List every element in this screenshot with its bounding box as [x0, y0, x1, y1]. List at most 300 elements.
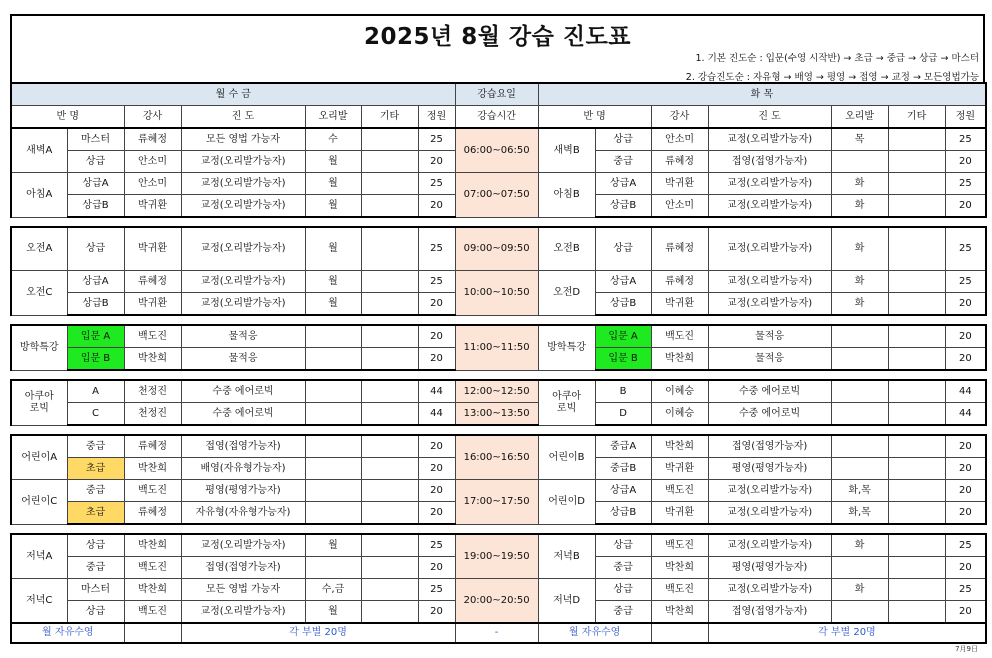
class-level: 상급 — [595, 534, 651, 557]
etc-note — [888, 435, 945, 458]
class-level: A — [67, 380, 124, 403]
fins-day — [305, 435, 361, 458]
etc-note — [888, 557, 945, 579]
etc-note — [361, 348, 418, 371]
teacher-name: 류혜정 — [124, 271, 181, 293]
progress-text: 배영(자유형가능자) — [181, 458, 305, 480]
capacity-value: 20 — [945, 601, 986, 624]
capacity-value: 25 — [945, 579, 986, 601]
teacher-name: 류혜정 — [124, 502, 181, 525]
etc-note — [361, 601, 418, 624]
etc-note — [888, 458, 945, 480]
etc-note — [361, 403, 418, 426]
teacher-name: 백도진 — [651, 480, 708, 502]
class-level: 상급A — [67, 173, 124, 195]
fins-day: 화 — [831, 195, 888, 218]
fins-day: 화,목 — [831, 480, 888, 502]
progress-text: 수중 에어로빅 — [181, 403, 305, 426]
schedule-block — [11, 227, 986, 315]
fins-day — [831, 151, 888, 173]
block-gap — [11, 524, 986, 534]
fins-day: 화 — [831, 534, 888, 557]
teacher-name: 이혜승 — [651, 403, 708, 426]
class-level: 중급 — [67, 480, 124, 502]
class-name: 아침B — [538, 173, 595, 218]
class-name-label: 아쿠아 로빅 — [552, 390, 582, 414]
fins-day — [831, 458, 888, 480]
capacity-value: 20 — [945, 435, 986, 458]
col-etc: 기타 — [361, 106, 418, 129]
block-gap — [11, 425, 986, 435]
lesson-time: 10:00~10:50 — [455, 271, 538, 316]
etc-note — [361, 151, 418, 173]
teacher-name: 박찬희 — [651, 557, 708, 579]
progress-text: 수중 에어로빅 — [708, 380, 831, 403]
table-row — [11, 435, 986, 458]
fins-day: 월 — [305, 151, 361, 173]
capacity-value: 20 — [418, 151, 455, 173]
etc-note — [888, 195, 945, 218]
capacity-value: 25 — [418, 173, 455, 195]
date-stamp: 7月9日 — [955, 645, 978, 653]
teacher-name: 백도진 — [124, 325, 181, 348]
etc-note — [888, 601, 945, 624]
schedule-sheet — [10, 14, 985, 644]
progress-text: 교정(오리발가능자) — [181, 534, 305, 557]
teacher-name: 안소미 — [124, 173, 181, 195]
progress-text: 접영(접영가능자) — [181, 557, 305, 579]
title-box — [10, 14, 985, 82]
class-level: 상급A — [595, 271, 651, 293]
capacity-value: 20 — [418, 557, 455, 579]
capacity-value: 20 — [945, 458, 986, 480]
capacity-value: 20 — [418, 458, 455, 480]
class-level: 상급 — [67, 227, 124, 271]
progress-text: 교정(오리발가능자) — [181, 293, 305, 316]
class-name: 저녁A — [11, 534, 67, 579]
class-level: 상급 — [595, 227, 651, 271]
etc-note — [888, 173, 945, 195]
fins-day — [831, 348, 888, 371]
teacher-name: 안소미 — [124, 151, 181, 173]
progress-text: 교정(오리발가능자) — [181, 195, 305, 218]
fins-day — [831, 380, 888, 403]
lesson-time: 06:00~06:50 — [455, 128, 538, 173]
teacher-name: 박귀환 — [651, 502, 708, 525]
class-name: 저녁C — [11, 579, 67, 624]
progress-text: 접영(접영가능자) — [181, 435, 305, 458]
teacher-name: 류혜정 — [651, 271, 708, 293]
col-capacity: 정원 — [418, 106, 455, 129]
progress-text: 교정(오리발가능자) — [708, 293, 831, 316]
class-level: B — [595, 380, 651, 403]
progress-text: 접영(접영가능자) — [708, 601, 831, 624]
progress-note-lesson: 2. 강습진도순 : 자유형 → 배영 → 평영 → 접영 → 교정 → 모든영법가능 — [685, 72, 979, 83]
block-gap — [11, 315, 986, 325]
capacity-value: 25 — [945, 271, 986, 293]
fins-day — [831, 403, 888, 426]
tue-thu-header: 화 목 — [538, 83, 986, 106]
class-level: 상급A — [595, 173, 651, 195]
etc-note — [888, 227, 945, 271]
progress-text: 교정(오리발가능자) — [708, 227, 831, 271]
fins-day: 목 — [831, 128, 888, 151]
fins-day — [305, 458, 361, 480]
capacity-value: 20 — [418, 195, 455, 218]
progress-text: 물적응 — [181, 325, 305, 348]
fins-day: 화 — [831, 173, 888, 195]
capacity-value: 44 — [418, 403, 455, 426]
progress-text: 교정(오리발가능자) — [181, 151, 305, 173]
etc-note — [361, 227, 418, 271]
teacher-name: 백도진 — [651, 579, 708, 601]
class-level: 상급 — [67, 151, 124, 173]
progress-note-basic: 1. 기본 진도순 : 입문(수영 시작반) → 초급 → 중급 → 상급 → 마스터 — [695, 53, 979, 64]
capacity-value: 44 — [418, 380, 455, 403]
etc-note — [361, 293, 418, 316]
capacity-value: 25 — [418, 227, 455, 271]
class-name: 어린이B — [538, 435, 595, 480]
lesson-day-header: 강습요일 — [455, 83, 538, 106]
class-level: 상급B — [67, 195, 124, 218]
fins-day: 화 — [831, 227, 888, 271]
col-fins: 오리발 — [305, 106, 361, 129]
col-progress: 진 도 — [708, 106, 831, 129]
class-level: 입문 B — [595, 348, 651, 371]
progress-text: 교정(오리발가능자) — [181, 173, 305, 195]
etc-note — [361, 480, 418, 502]
etc-note — [888, 128, 945, 151]
teacher-name: 류혜정 — [124, 435, 181, 458]
class-level: 상급B — [595, 293, 651, 316]
etc-note — [888, 403, 945, 426]
etc-note — [361, 271, 418, 293]
etc-note — [888, 325, 945, 348]
class-name: 저녁D — [538, 579, 595, 624]
capacity-value: 20 — [945, 195, 986, 218]
fins-day — [305, 557, 361, 579]
etc-note — [361, 195, 418, 218]
fins-day — [305, 502, 361, 525]
progress-text: 물적응 — [181, 348, 305, 371]
class-level: 마스터 — [67, 579, 124, 601]
fins-day — [305, 325, 361, 348]
teacher-name: 백도진 — [651, 325, 708, 348]
fins-day: 월 — [305, 534, 361, 557]
footer-row — [11, 623, 986, 643]
class-level: 중급A — [595, 435, 651, 458]
table-row — [11, 325, 986, 348]
etc-note — [361, 128, 418, 151]
teacher-name: 류혜정 — [124, 128, 181, 151]
teacher-name: 백도진 — [124, 557, 181, 579]
fins-day — [831, 435, 888, 458]
teacher-name: 백도진 — [124, 601, 181, 624]
etc-note — [361, 534, 418, 557]
capacity-value: 25 — [418, 128, 455, 151]
class-level: C — [67, 403, 124, 426]
class-level: 입문 A — [595, 325, 651, 348]
class-level: 상급 — [67, 601, 124, 624]
page-title: 2025년 8월 강습 진도표 — [363, 24, 632, 50]
capacity-value: 25 — [418, 271, 455, 293]
capacity-value: 20 — [418, 601, 455, 624]
table-row — [11, 227, 986, 271]
fins-day: 수,금 — [305, 579, 361, 601]
class-level: 상급B — [595, 195, 651, 218]
progress-text: 교정(오리발가능자) — [708, 480, 831, 502]
capacity-value: 25 — [945, 128, 986, 151]
fins-day — [831, 601, 888, 624]
table-row — [11, 173, 986, 195]
class-name: 새벽B — [538, 128, 595, 173]
etc-note — [888, 502, 945, 525]
teacher-name: 이혜승 — [651, 380, 708, 403]
fins-day: 월 — [305, 173, 361, 195]
capacity-value: 25 — [418, 579, 455, 601]
fins-day — [831, 325, 888, 348]
capacity-value: 20 — [945, 348, 986, 371]
fins-day: 월 — [305, 195, 361, 218]
class-level: D — [595, 403, 651, 426]
progress-text: 교정(오리발가능자) — [708, 128, 831, 151]
etc-note — [888, 380, 945, 403]
teacher-name: 박찬희 — [124, 534, 181, 557]
capacity-value: 25 — [945, 173, 986, 195]
fins-day — [305, 480, 361, 502]
schedule-block — [11, 380, 986, 425]
class-name: 새벽A — [11, 128, 67, 173]
class-level: 중급 — [595, 151, 651, 173]
progress-text: 교정(오리발가능자) — [181, 601, 305, 624]
class-level: 초급 — [67, 458, 124, 480]
capacity-value: 25 — [945, 227, 986, 271]
class-level: 상급 — [595, 128, 651, 151]
teacher-name: 천정진 — [124, 380, 181, 403]
teacher-name: 박찬희 — [651, 601, 708, 624]
col-lesson-time: 강습시간 — [455, 106, 538, 129]
progress-text: 교정(오리발가능자) — [708, 195, 831, 218]
progress-text: 모든 영법 가능자 — [181, 128, 305, 151]
class-level: 상급 — [595, 579, 651, 601]
class-level: 상급 — [67, 534, 124, 557]
mon-wed-fri-header: 월 수 금 — [11, 83, 455, 106]
teacher-name: 백도진 — [651, 534, 708, 557]
etc-note — [361, 557, 418, 579]
etc-note — [361, 380, 418, 403]
etc-note — [361, 579, 418, 601]
progress-text: 물적응 — [708, 348, 831, 371]
capacity-value: 20 — [945, 502, 986, 525]
class-level: 마스터 — [67, 128, 124, 151]
progress-text: 수중 에어로빅 — [181, 380, 305, 403]
class-level: 상급A — [67, 271, 124, 293]
class-name: 저녁B — [538, 534, 595, 579]
teacher-name: 천정진 — [124, 403, 181, 426]
free-swim-note: 각 부별 20명 — [181, 623, 455, 643]
progress-text: 평영(평영가능자) — [181, 480, 305, 502]
lesson-time: 16:00~16:50 — [455, 435, 538, 480]
teacher-name: 안소미 — [651, 195, 708, 218]
class-level: 중급 — [595, 601, 651, 624]
fins-day: 수 — [305, 128, 361, 151]
capacity-value: 20 — [945, 480, 986, 502]
lesson-time: 09:00~09:50 — [455, 227, 538, 271]
teacher-name: 류혜정 — [651, 151, 708, 173]
class-level: 중급 — [67, 435, 124, 458]
class-name: 아침A — [11, 173, 67, 218]
capacity-value: 44 — [945, 380, 986, 403]
schedule-table — [10, 82, 987, 644]
class-level: 중급B — [595, 458, 651, 480]
capacity-value: 44 — [945, 403, 986, 426]
table-row — [11, 480, 986, 502]
class-name: 어린이C — [11, 480, 67, 525]
col-class-name: 반 명 — [538, 106, 651, 129]
footer-time: - — [455, 623, 538, 643]
col-teacher: 강사 — [124, 106, 181, 129]
progress-text: 교정(오리발가능자) — [181, 227, 305, 271]
teacher-name: 박찬희 — [124, 458, 181, 480]
class-level: 입문 A — [67, 325, 124, 348]
progress-text: 수중 에어로빅 — [708, 403, 831, 426]
capacity-value: 20 — [945, 293, 986, 316]
fins-day: 화 — [831, 271, 888, 293]
lesson-time: 17:00~17:50 — [455, 480, 538, 525]
class-name: 오전D — [538, 271, 595, 316]
progress-text: 교정(오리발가능자) — [708, 271, 831, 293]
capacity-value: 20 — [418, 435, 455, 458]
class-level: 상급B — [67, 293, 124, 316]
teacher-name: 박귀환 — [651, 173, 708, 195]
progress-text: 모든 영법 가능자 — [181, 579, 305, 601]
fins-day — [831, 557, 888, 579]
schedule-block — [11, 325, 986, 370]
lesson-time: 11:00~11:50 — [455, 325, 538, 370]
class-name — [11, 380, 67, 425]
progress-text: 자유형(자유형가능자) — [181, 502, 305, 525]
class-name: 어린이D — [538, 480, 595, 525]
etc-note — [888, 579, 945, 601]
col-progress: 진 도 — [181, 106, 305, 129]
class-name: 오전B — [538, 227, 595, 271]
block-gap — [11, 217, 986, 227]
teacher-name: 박찬희 — [124, 348, 181, 371]
etc-note — [888, 480, 945, 502]
progress-text: 접영(접영가능자) — [708, 435, 831, 458]
capacity-value: 25 — [418, 534, 455, 557]
etc-note — [361, 502, 418, 525]
capacity-value: 20 — [418, 325, 455, 348]
progress-text: 교정(오리발가능자) — [708, 502, 831, 525]
fins-day: 월 — [305, 271, 361, 293]
class-level: 중급 — [67, 557, 124, 579]
table-row — [11, 403, 986, 426]
teacher-name: 박귀환 — [651, 293, 708, 316]
progress-text: 교정(오리발가능자) — [708, 534, 831, 557]
teacher-name: 류혜정 — [651, 227, 708, 271]
class-name: 방학특강 — [11, 325, 67, 370]
etc-note — [361, 435, 418, 458]
progress-text: 교정(오리발가능자) — [181, 271, 305, 293]
etc-note — [888, 348, 945, 371]
teacher-name: 안소미 — [651, 128, 708, 151]
lesson-time: 19:00~19:50 — [455, 534, 538, 579]
col-capacity: 정원 — [945, 106, 986, 129]
capacity-value: 25 — [945, 534, 986, 557]
progress-text: 평영(평영가능자) — [708, 557, 831, 579]
lesson-time: 07:00~07:50 — [455, 173, 538, 218]
class-name — [538, 380, 595, 425]
teacher-name: 박귀환 — [124, 293, 181, 316]
table-row — [11, 579, 986, 601]
progress-text: 접영(접영가능자) — [708, 151, 831, 173]
capacity-value: 20 — [945, 325, 986, 348]
lesson-time: 12:00~12:50 — [455, 380, 538, 403]
class-level: 상급A — [595, 480, 651, 502]
fins-day: 화 — [831, 579, 888, 601]
class-name-label: 아쿠아 로빅 — [24, 390, 54, 414]
col-etc: 기타 — [888, 106, 945, 129]
teacher-name: 박귀환 — [124, 227, 181, 271]
table-row — [11, 534, 986, 557]
capacity-value: 20 — [418, 502, 455, 525]
etc-note — [361, 173, 418, 195]
col-fins: 오리발 — [831, 106, 888, 129]
free-swim-note: 각 부별 20명 — [708, 623, 986, 643]
class-level: 상급B — [595, 502, 651, 525]
teacher-name: 박찬희 — [124, 579, 181, 601]
progress-text: 교정(오리발가능자) — [708, 173, 831, 195]
fins-day: 월 — [305, 293, 361, 316]
class-name: 어린이A — [11, 435, 67, 480]
free-swim-label: 월 자유수영 — [11, 623, 124, 643]
class-name: 오전A — [11, 227, 67, 271]
etc-note — [888, 293, 945, 316]
teacher-name: 박귀환 — [124, 195, 181, 218]
lesson-time: 13:00~13:50 — [455, 403, 538, 426]
table-row — [11, 271, 986, 293]
fins-day — [305, 403, 361, 426]
lesson-time: 20:00~20:50 — [455, 579, 538, 624]
fins-day — [305, 380, 361, 403]
fins-day: 화 — [831, 293, 888, 316]
class-level: 중급 — [595, 557, 651, 579]
capacity-value: 20 — [418, 293, 455, 316]
fins-day: 월 — [305, 601, 361, 624]
class-level: 입문 B — [67, 348, 124, 371]
etc-note — [888, 151, 945, 173]
schedule-block — [11, 534, 986, 623]
capacity-value: 20 — [418, 480, 455, 502]
progress-text: 평영(평영가능자) — [708, 458, 831, 480]
schedule-block — [11, 128, 986, 217]
teacher-name: 박귀환 — [651, 458, 708, 480]
etc-note — [888, 271, 945, 293]
capacity-value: 20 — [418, 348, 455, 371]
footer-empty — [124, 623, 181, 643]
capacity-value: 20 — [945, 151, 986, 173]
col-class-name: 반 명 — [11, 106, 124, 129]
teacher-name: 백도진 — [124, 480, 181, 502]
free-swim-label: 월 자유수영 — [538, 623, 651, 643]
teacher-name: 박찬희 — [651, 348, 708, 371]
schedule-block — [11, 435, 986, 524]
fins-day: 화,목 — [831, 502, 888, 525]
etc-note — [361, 458, 418, 480]
footer-empty — [651, 623, 708, 643]
capacity-value: 20 — [945, 557, 986, 579]
